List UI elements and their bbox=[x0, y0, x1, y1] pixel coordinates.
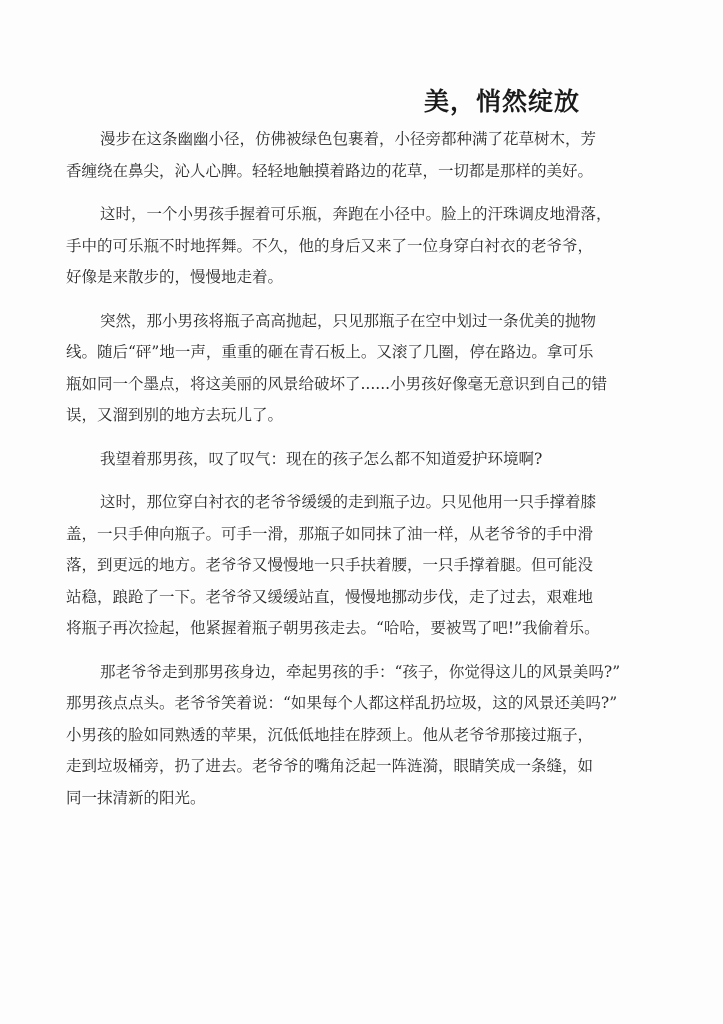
paragraph-2 bbox=[66, 199, 666, 294]
paragraph-6 bbox=[66, 657, 666, 815]
text-line: 好像是来散步的，慢慢地走着。 bbox=[66, 268, 284, 286]
text-line: 落，到更远的地方。老爷爷又慢慢地一只手扶着腰，一只手撑着腿。但可能没 bbox=[66, 556, 594, 574]
paragraph-3 bbox=[66, 306, 666, 432]
paragraph-1 bbox=[66, 124, 666, 187]
text-line: 那男孩点点头。老爷爷笑着说：“如果每个人都这样乱扔垃圾，这的风景还美吗?” bbox=[66, 694, 618, 712]
text-line: 瓶如同一个墨点，将这美丽的风景给破坏了......小男孩好像毫无意识到自己的错 bbox=[66, 374, 608, 393]
text-line: 走到垃圾桶旁，扔了进去。老爷爷的嘴角泛起一阵涟漪，眼睛笑成一条缝，如 bbox=[66, 757, 594, 775]
text-line: 盖，一只手伸向瓶子。可手一滑，那瓶子如同抹了油一样，从老爷爷的手中滑 bbox=[66, 524, 594, 543]
text-line: 误，又溜到别的地方去玩儿了。 bbox=[66, 406, 284, 424]
paragraph-4 bbox=[66, 444, 666, 476]
text-line: 这时，那位穿白衬衣的老爷爷缓缓的走到瓶子边。只见他用一只手撑着膝 bbox=[100, 493, 597, 511]
text-line: 那老爷爷走到那男孩身边，牵起男孩的手：“孩子，你觉得这儿的风景美吗?” bbox=[100, 662, 621, 681]
text-line: 同一抹清新的阳光。 bbox=[66, 788, 206, 807]
paragraph-5 bbox=[66, 487, 666, 645]
text-line: 香缠绕在鼻尖，沁人心脾。轻轻地触摸着路边的花草，一切都是那样的美好。 bbox=[66, 161, 594, 180]
text-line: 漫步在这条幽幽小径，仿佛被绿色包裹着，小径旁都种满了花草树木，芳 bbox=[100, 130, 597, 148]
text-line: 突然，那小男孩将瓶子高高抛起，只见那瓶子在空中划过一条优美的抛物 bbox=[100, 311, 597, 330]
text-line: 线。随后“砰”地一声，重重的砸在青石板上。又滚了几圈，停在路边。拿可乐 bbox=[66, 343, 594, 361]
essay-title: 美，悄然绽放 bbox=[424, 87, 581, 116]
text-line: 将瓶子再次捡起，他紧握着瓶子朝男孩走去。“哈哈，要被骂了吧!”我偷着乐。 bbox=[66, 619, 600, 637]
text-line: 小男孩的脸如同熟透的苹果，沉低低地挂在脖颈上。他从老爷爷那接过瓶子， bbox=[66, 725, 594, 744]
essay-body bbox=[66, 124, 666, 826]
text-line: 我望着那男孩，叹了叹气：现在的孩子怎么都不知道爱护环境啊? bbox=[100, 449, 543, 468]
text-line: 站稳，踉跄了一下。老爷爷又缓缓站直，慢慢地挪动步伐，走了过去，艰难地 bbox=[66, 587, 594, 606]
text-line: 这时，一个小男孩手握着可乐瓶，奔跑在小径中。脸上的汗珠调皮地滑落， bbox=[100, 205, 612, 223]
text-line: 手中的可乐瓶不时地挥舞。不久，他的身后又来了一位身穿白衬衣的老爷爷， bbox=[66, 236, 594, 255]
